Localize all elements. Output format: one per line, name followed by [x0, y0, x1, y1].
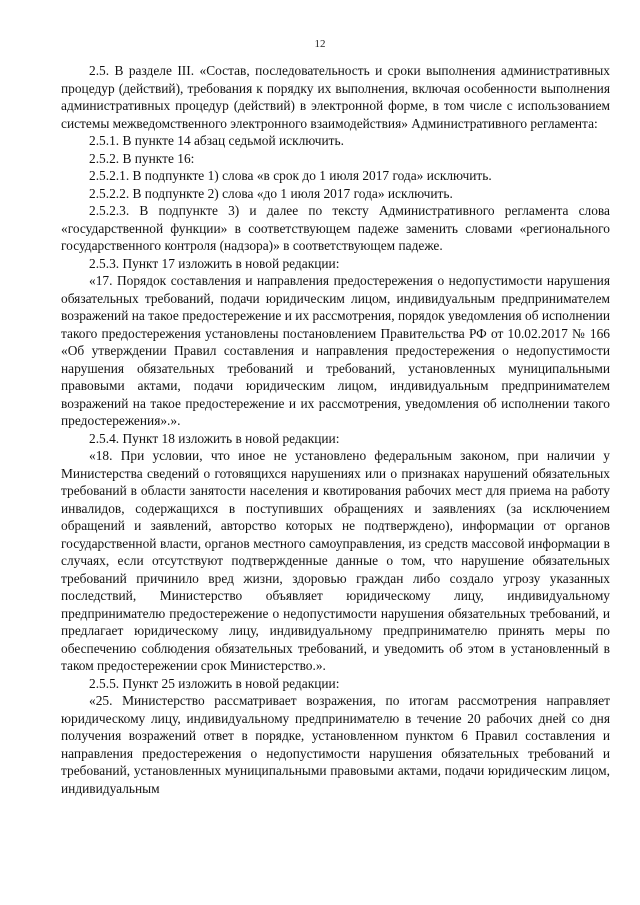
- paragraph-2-5-2: 2.5.2. В пункте 16:: [89, 150, 195, 166]
- quoted-clause-18: «18. При условии, что иное не установлено федеральным законом, при наличии у Министерства сведений о готовящихся нарушениях или о признаках нарушений обязательных требований в области занятости населения и квотирования рабочих мест для приема на работу инвалидов, содержащихся в поступивших обращениях и заявлениях (за исключением обращений и заявлений, авторство которых не подтверждено), информации от органов государственной власти, органов местного самоуправления, из средств массовой информации в случаях, если отсутствуют подтвержденные данные о том, что нарушение обязательных требований причинило вред жизни, здоровью граждан либо создало угрозу указанных последствий, Министерство объявляет юридическому лицу, индивидуальному предпринимателю предостережение о недопустимости нарушения обязательных требований, и предлагает юридическому лицу, индивидуальному предпринимателю принять меры по обеспечению соблюдения обязательных требований, и уведомить об этом в установленный в таком предостережении срок Министерство.».: [61, 448, 610, 673]
- quoted-clause-25: «25. Министерство рассматривает возражения, по итогам рассмотрения направляет юридическому лицу, индивидуальному предпринимателю в течение 20 рабочих дней со дня получения возражений ответ в порядке, установленном пунктом 6 Правил составления и направления предостережения о недопустимости нарушения обязательных требований и требований, установленных муниципальными правовыми актами, подачи юридическим лицом, индивидуальным: [61, 693, 610, 796]
- document-body: [61, 62, 610, 797]
- paragraph-2-5-3: 2.5.3. Пункт 17 изложить в новой редакции:: [89, 255, 340, 271]
- paragraph-2-5-2-1: 2.5.2.1. В подпункте 1) слова «в срок до 1 июля 2017 года» исключить.: [89, 168, 492, 183]
- paragraph-2-5: 2.5. В разделе III. «Состав, последовательность и сроки выполнения административных процедур (действий), требования к порядку их выполнения, включая особенности выполнения административных процедур (действий) в электронной форме, в том числе с использованием системы межведомственного электронного взаимодействия» Административного регламента:: [61, 63, 610, 131]
- paragraph-2-5-2-2: 2.5.2.2. В подпункте 2) слова «до 1 июля 2017 года» исключить.: [89, 185, 453, 201]
- paragraph-2-5-1: 2.5.1. В пункте 14 абзац седьмой исключить.: [89, 133, 344, 148]
- paragraph-2-5-5: 2.5.5. Пункт 25 изложить в новой редакции:: [89, 675, 340, 691]
- page-number: 12: [314, 38, 326, 50]
- quoted-clause-17: «17. Порядок составления и направления предостережения о недопустимости нарушения обязательных требований, подачи юридическим лицом, индивидуальным предпринимателем возражений на такое предостережение и их рассмотрения, порядок уведомления об исполнении такого предостережения установлены постановлением Правительства РФ от 10.02.2017 № 166 «Об утверждении Правил составления и направления предостережения о недопустимости нарушения обязательных требований и требований, установленных муниципальными правовыми актами, подачи юридическим лицом, индивидуальным предпринимателем возражений на такое предостережение и их рассмотрения, уведомления об исполнении такого предостережения».».: [61, 273, 610, 428]
- paragraph-2-5-4: 2.5.4. Пункт 18 изложить в новой редакции:: [89, 430, 340, 446]
- paragraph-2-5-2-3: 2.5.2.3. В подпункте 3) и далее по тексту Административного регламента слова «государственной функции» в соответствующем падеже заменить словами «регионального государственного контроля (надзора)» в соответствующем падеже.: [61, 203, 610, 253]
